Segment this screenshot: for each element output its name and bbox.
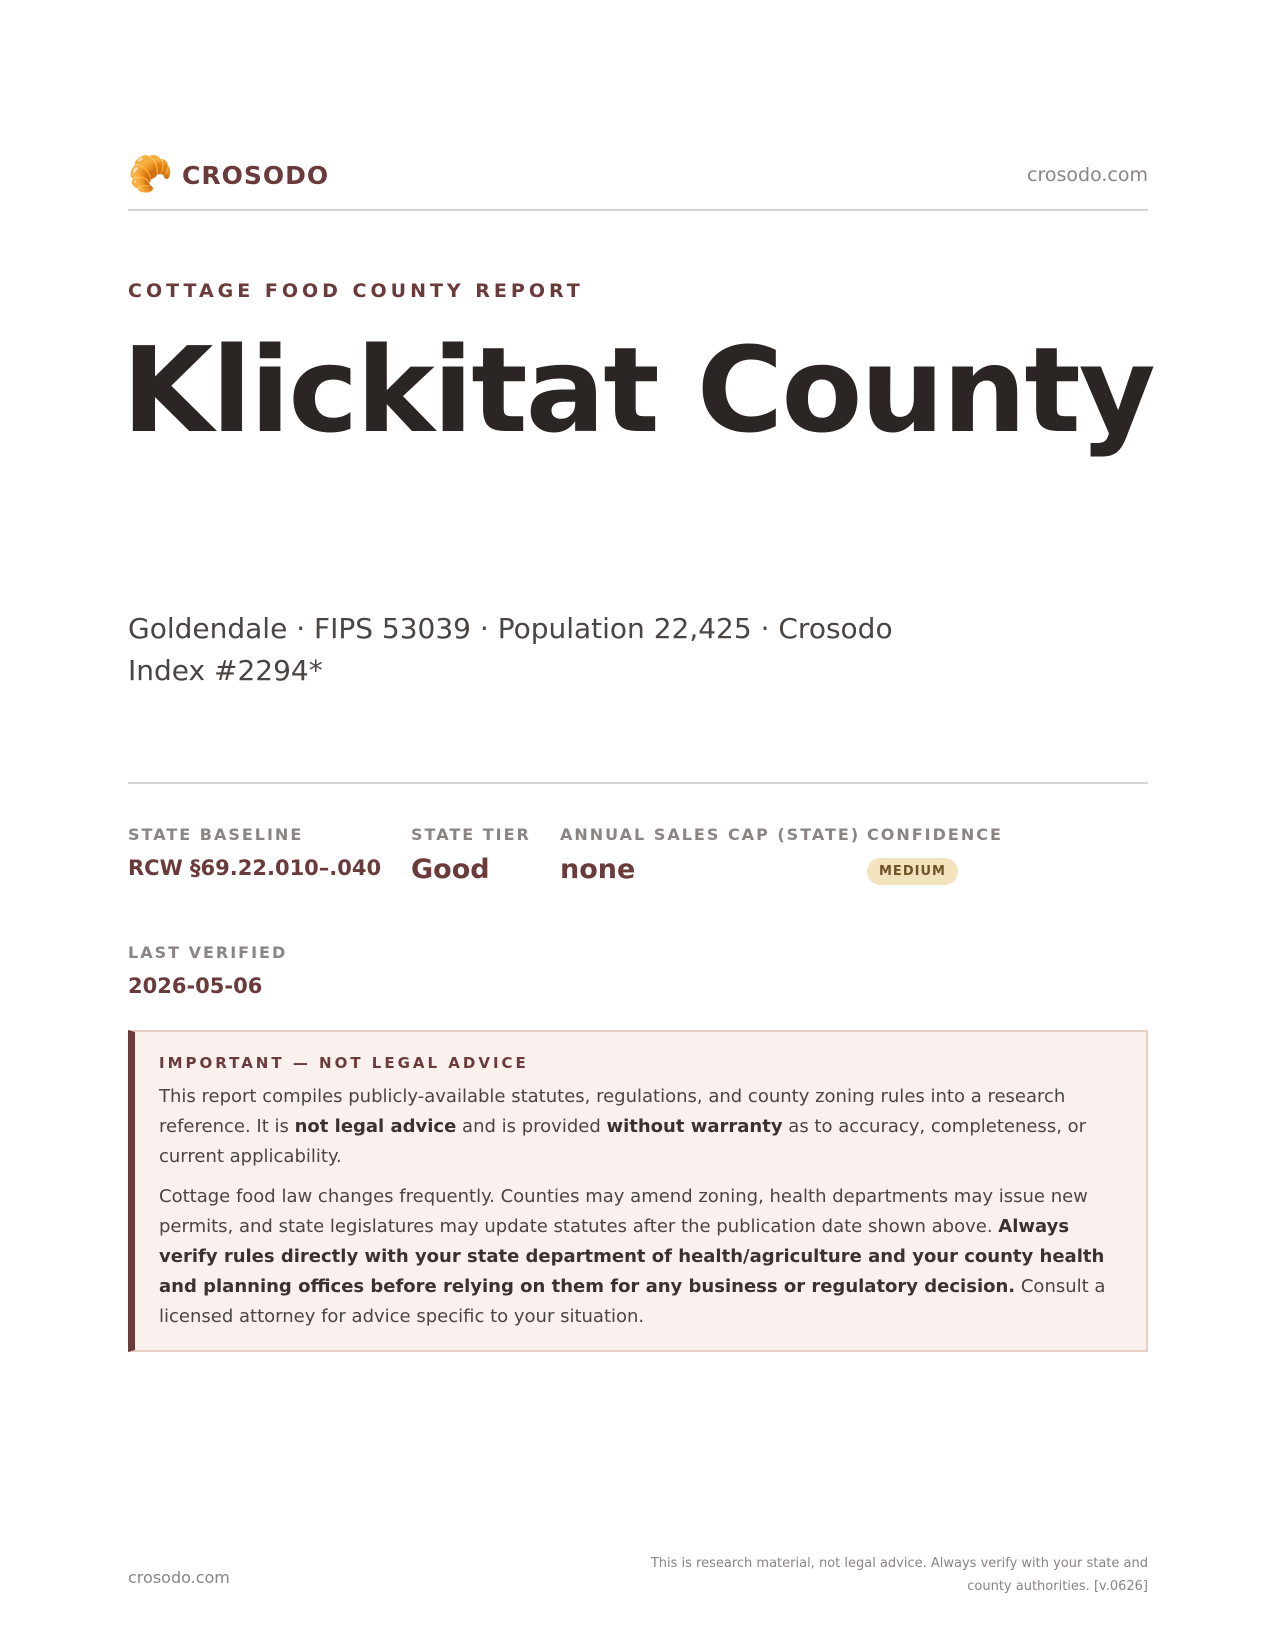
stat-label: CONFIDENCE	[867, 825, 1003, 844]
stat-label: ANNUAL SALES CAP (STATE)	[560, 825, 861, 844]
notice-text: Consult a licensed attorney for advice specific to your situation.	[159, 1276, 1106, 1327]
report-eyebrow: COTTAGE FOOD COUNTY REPORT	[128, 280, 584, 302]
stat-value: 2026-05-06	[128, 974, 263, 998]
stat-value: RCW §69.22.010–.040	[128, 856, 382, 880]
legal-notice	[128, 1030, 1148, 1352]
notice-emphasis: without warranty	[606, 1116, 783, 1137]
notice-text: This report compiles publicly-available statutes, regulations, and county zoning rules into a research reference. It is	[159, 1086, 1066, 1137]
stat-value: none	[560, 854, 636, 885]
page-title: Klickitat County	[122, 321, 1154, 459]
stat-label: STATE BASELINE	[128, 825, 304, 844]
stat-state-tier	[411, 825, 531, 885]
page-header	[128, 155, 1148, 211]
stat-state-baseline	[128, 825, 381, 880]
croissant-icon: 🥐	[128, 154, 173, 195]
notice-paragraph-2	[159, 1182, 1124, 1332]
stat-sales-cap	[560, 825, 860, 885]
confidence-badge: MEDIUM	[867, 858, 958, 885]
notice-text: as to accuracy, completeness, or current applicability.	[159, 1116, 1087, 1167]
county-subtitle: Goldendale · FIPS 53039 · Population 22,425 · Crosodo Index #2294*	[128, 612, 893, 687]
notice-emphasis: Always verify rules directly with your state department of health/agriculture and your county health and planning offices before relying on them for any business or regulatory decision.	[159, 1216, 1105, 1297]
footer-site-link[interactable]: crosodo.com	[128, 1568, 230, 1587]
stat-label: LAST VERIFIED	[128, 943, 288, 962]
stat-label: STATE TIER	[411, 825, 531, 844]
section-divider	[128, 782, 1148, 784]
stat-last-verified	[128, 943, 287, 998]
notice-text: Cottage food law changes frequently. Counties may amend zoning, health departments may issue new permits, and state legislatures may update statutes after the publication date shown above.	[159, 1186, 1088, 1237]
brand-name: CROSODO	[182, 160, 330, 190]
stat-confidence	[867, 825, 1003, 885]
footer-disclaimer: This is research material, not legal advice. Always verify with your state and county authorities. [v.0626]	[650, 1556, 1148, 1594]
notice-text: and is provided	[456, 1116, 607, 1137]
header-site-link[interactable]: crosodo.com	[1027, 164, 1148, 186]
brand[interactable]	[128, 155, 329, 195]
notice-emphasis: not legal advice	[294, 1116, 457, 1137]
notice-paragraph-1	[159, 1082, 1124, 1172]
notice-label: IMPORTANT — NOT LEGAL ADVICE	[159, 1054, 529, 1072]
stat-value: Good	[411, 854, 490, 885]
